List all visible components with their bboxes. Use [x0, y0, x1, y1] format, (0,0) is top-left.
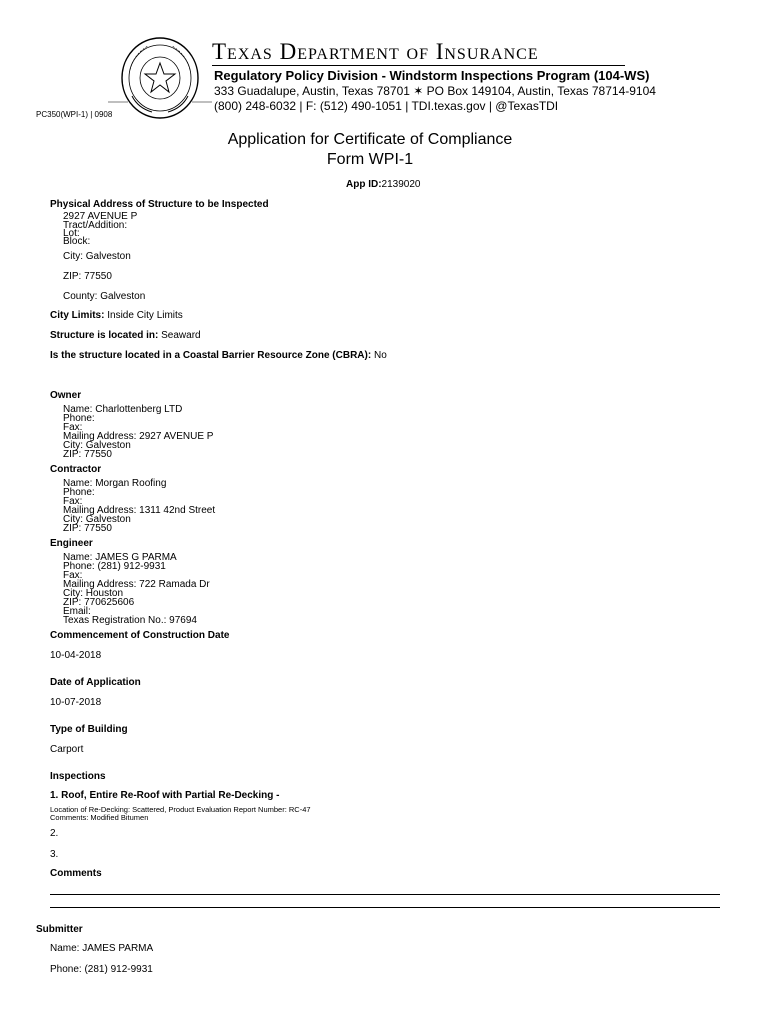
owner-zip: ZIP: 77550 — [63, 449, 112, 460]
contractor-zip: ZIP: 77550 — [63, 523, 112, 534]
inspections-heading: Inspections — [50, 771, 106, 782]
engineer-phone: Phone: (281) 912-9931 — [63, 561, 166, 572]
owner-mailing: Mailing Address: 2927 AVENUE P — [63, 431, 214, 442]
form-code: PC350(WPI-1) | 0908 — [36, 110, 113, 119]
submitter-phone: Phone: (281) 912-9931 — [50, 964, 153, 975]
division-line: Regulatory Policy Division - Windstorm Inspections Program (104-WS) — [214, 68, 650, 83]
engineer-fax: Fax: — [63, 570, 83, 581]
engineer-mailing: Mailing Address: 722 Ramada Dr — [63, 579, 210, 590]
app-id — [346, 179, 420, 190]
inspection-item-1-comments: Comments: Modified Bitumen — [50, 813, 149, 822]
inspection-item-3: 3. — [50, 849, 59, 860]
commencement-date: 10-04-2018 — [50, 650, 102, 661]
header-rule — [212, 65, 625, 66]
contractor-phone: Phone: — [63, 487, 95, 498]
inspection-item-1: 1. Roof, Entire Re-Roof with Partial Re-Decking - — [50, 790, 280, 801]
cbra-label: Is the structure located in a Coastal Barrier Resource Zone (CBRA): — [50, 350, 372, 361]
city-limits-value: Inside City Limits — [104, 310, 183, 321]
engineer-city: City: Houston — [63, 588, 124, 599]
property-heading: Physical Address of Structure to be Inspected — [50, 199, 269, 210]
form-title: Application for Certificate of Compliance — [227, 131, 513, 148]
application-date-label: Date of Application — [50, 677, 141, 688]
address-line: 333 Guadalupe, Austin, Texas 78701 ✶ PO Box 149104, Austin, Texas 78714-9104 — [214, 84, 656, 98]
structure-location — [50, 331, 201, 341]
engineer-email: Email: — [63, 606, 91, 617]
engineer-name: Name: JAMES G PARMA — [63, 552, 177, 563]
city-limits — [50, 311, 183, 321]
contractor-fax: Fax: — [63, 496, 83, 507]
comments-divider-top — [50, 894, 720, 895]
property-tract: Tract/Addition: — [63, 220, 128, 231]
property-zip: ZIP: 77550 — [63, 271, 112, 282]
owner-fax: Fax: — [63, 422, 83, 433]
owner-heading: Owner — [50, 390, 82, 401]
property-county: County: Galveston — [63, 291, 146, 302]
engineer-zip: ZIP: 770625606 — [63, 597, 135, 608]
app-id-label: App ID: — [346, 179, 382, 190]
city-limits-label: City Limits: — [50, 310, 105, 321]
inspection-item-1-detail: Location of Re-Decking: Scattered, Product Evaluation Report Number: RC-47 — [50, 805, 311, 814]
application-date: 10-07-2018 — [50, 697, 102, 708]
submitter-name: Name: JAMES PARMA — [50, 943, 154, 954]
contractor-mailing: Mailing Address: 1311 42nd Street — [63, 505, 216, 516]
property-lot: Lot: — [63, 228, 80, 239]
contact-line: (800) 248-6032 | F: (512) 490-1051 | TDI.texas.gov | @TexasTDI — [214, 99, 559, 113]
owner-city: City: Galveston — [63, 440, 131, 451]
submitter-heading: Submitter — [36, 924, 83, 935]
engineer-registration: Texas Registration No.: 97694 — [63, 615, 197, 626]
app-id-value: 2139020 — [381, 179, 421, 190]
commencement-label: Commencement of Construction Date — [50, 630, 230, 641]
engineer-heading: Engineer — [50, 538, 93, 549]
agency-name: Texas Department of Insurance — [212, 39, 539, 64]
cbra-zone — [50, 351, 387, 361]
inspection-item-2: 2. — [50, 828, 59, 839]
structure-location-label: Structure is located in: — [50, 330, 159, 341]
contractor-name: Name: Morgan Roofing — [63, 478, 167, 489]
property-city: City: Galveston — [63, 251, 131, 262]
owner-phone: Phone: — [63, 413, 95, 424]
building-type: Carport — [50, 744, 84, 755]
comments-divider-bottom — [50, 907, 720, 908]
structure-location-value: Seaward — [158, 330, 201, 341]
property-address: 2927 AVENUE P — [63, 211, 138, 222]
texas-seal-logo — [108, 36, 212, 120]
property-block: Block: — [63, 236, 91, 247]
building-type-label: Type of Building — [50, 724, 128, 735]
cbra-value: No — [371, 350, 387, 361]
owner-name: Name: Charlottenberg LTD — [63, 404, 183, 415]
contractor-city: City: Galveston — [63, 514, 131, 525]
contractor-heading: Contractor — [50, 464, 102, 475]
form-subtitle: Form WPI-1 — [326, 151, 414, 168]
comments-heading: Comments — [50, 868, 102, 879]
